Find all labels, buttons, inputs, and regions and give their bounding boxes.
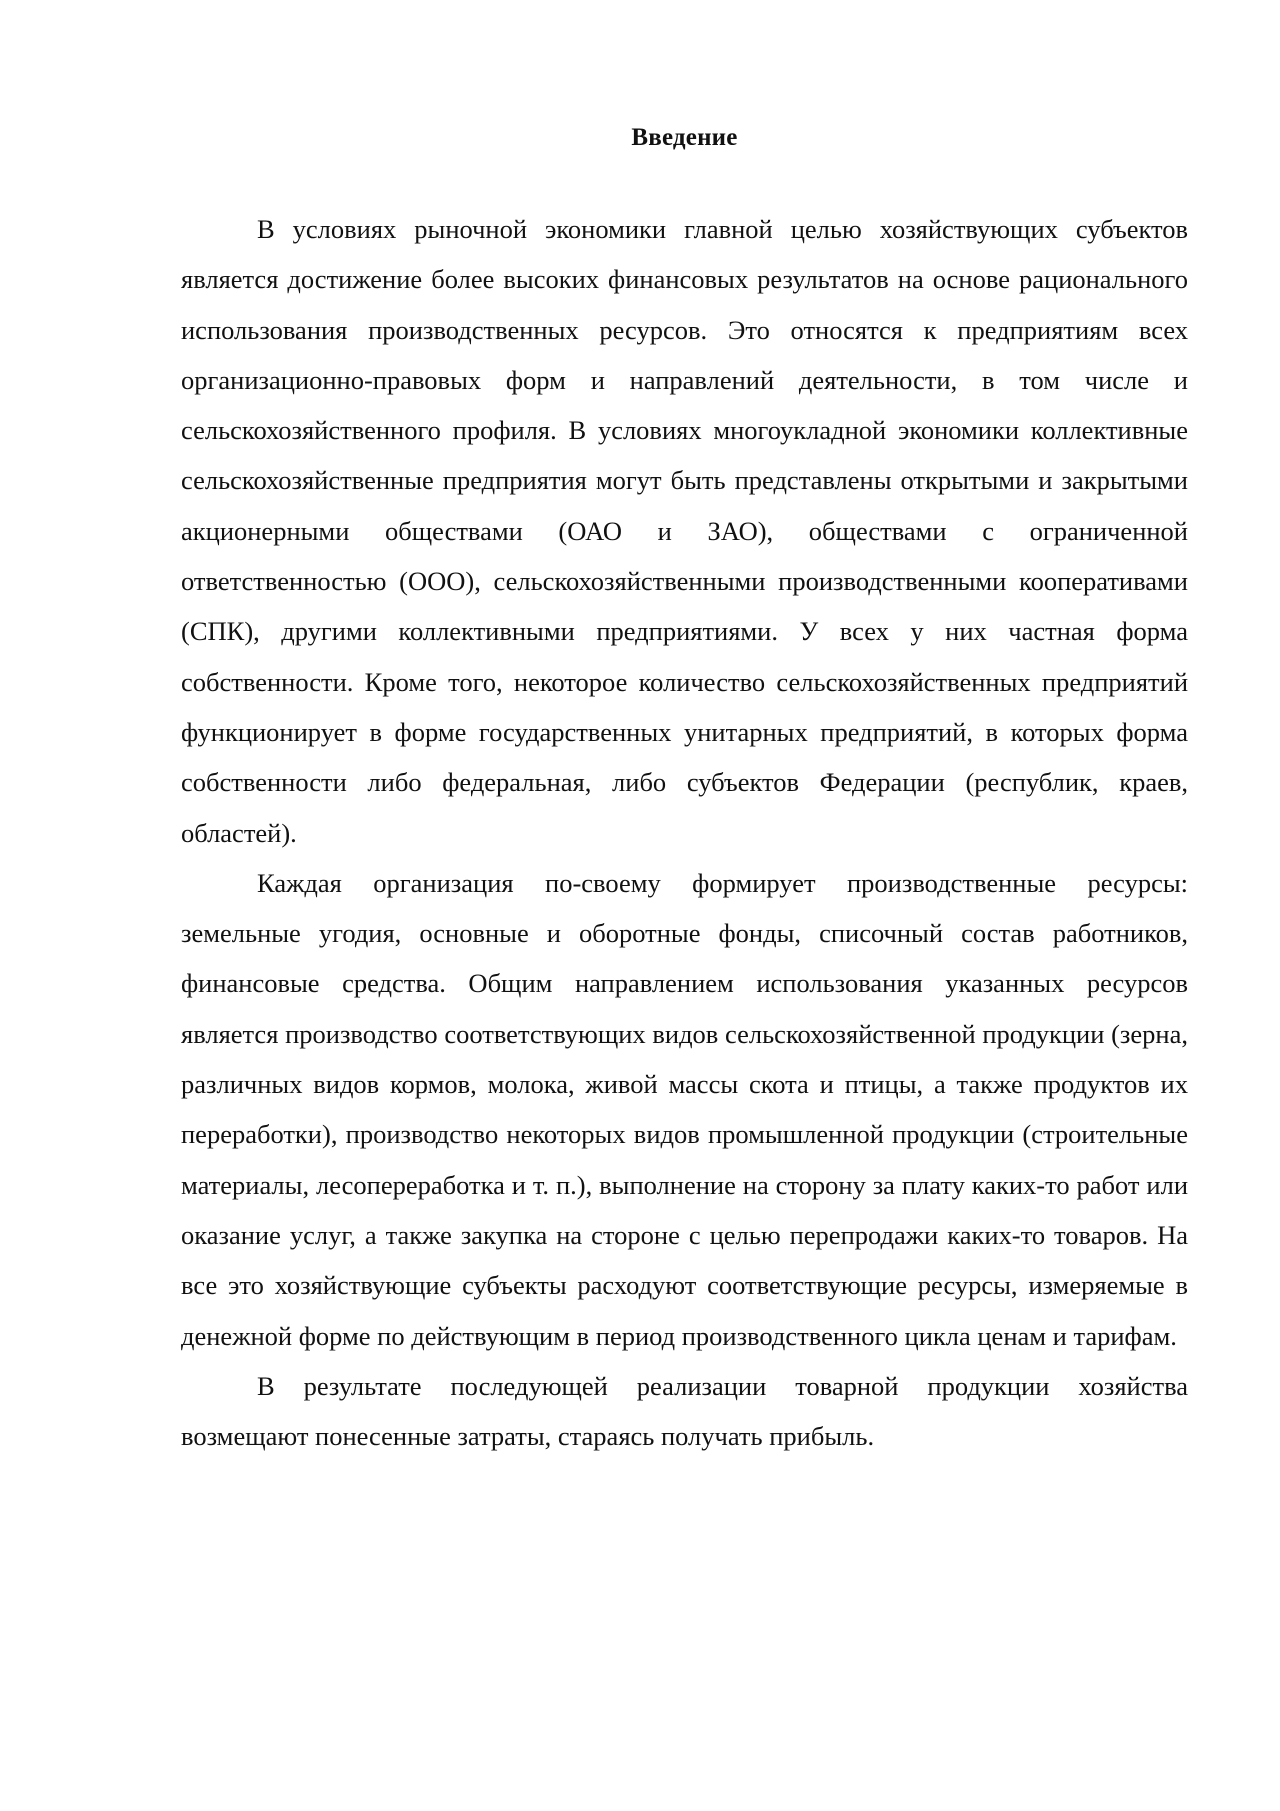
paragraph-1: В условиях рыночной экономики главной целью хозяйствующих субъектов является достижение более высоких финансовых результатов на основе рационального использования производственных ресурсов. Это относятся к предприятиям всех организационно-правовых форм и направлений деятельности, в том числе и сельскохозяйственного профиля. В условиях многоукладной экономики коллективные сельскохозяйственные предприятия могут быть представлены открытыми и закрытыми акционерными обществами (ОАО и ЗАО), обществами с ограниченной ответственностью (ООО), сельскохозяйственными производственными кооперативами (СПК), другими коллективными предприятиями. У всех у них частная форма собственности. Кроме того, некоторое количество сельскохозяйственных предприятий функционирует в форме государственных унитарных предприятий, в которых форма собственности либо федеральная, либо субъектов Федерации (республик, краев, областей). (181, 214, 1188, 848)
document-content (181, 118, 1188, 1461)
document-body (181, 204, 1188, 1461)
paragraph-3: В результате последующей реализации товарной продукции хозяйства возмещают понесенные затраты, стараясь получать прибыль. (181, 1370, 1188, 1452)
page-title: Введение (631, 124, 738, 151)
paragraph-2: Каждая организация по-своему формирует производственные ресурсы: земельные угодия, основные и оборотные фонды, списочный состав работников, финансовые средства. Общим направлением использования указанных ресурсов является производство соответствующих видов сельскохозяйственной продукции (зерна, различных видов кормов, молока, живой массы скота и птицы, а также продуктов их переработки), производство некоторых видов промышленной продукции (строительные материалы, лесопереработка и т. п.), выполнение на сторону за плату каких-то работ или оказание услуг, а также закупка на стороне с целью перепродажи каких-то товаров. На все это хозяйствующие субъекты расходуют соответствующие ресурсы, измеряемые в денежной форме по действующим в период производственного цикла ценам и тарифам. (181, 867, 1188, 1351)
